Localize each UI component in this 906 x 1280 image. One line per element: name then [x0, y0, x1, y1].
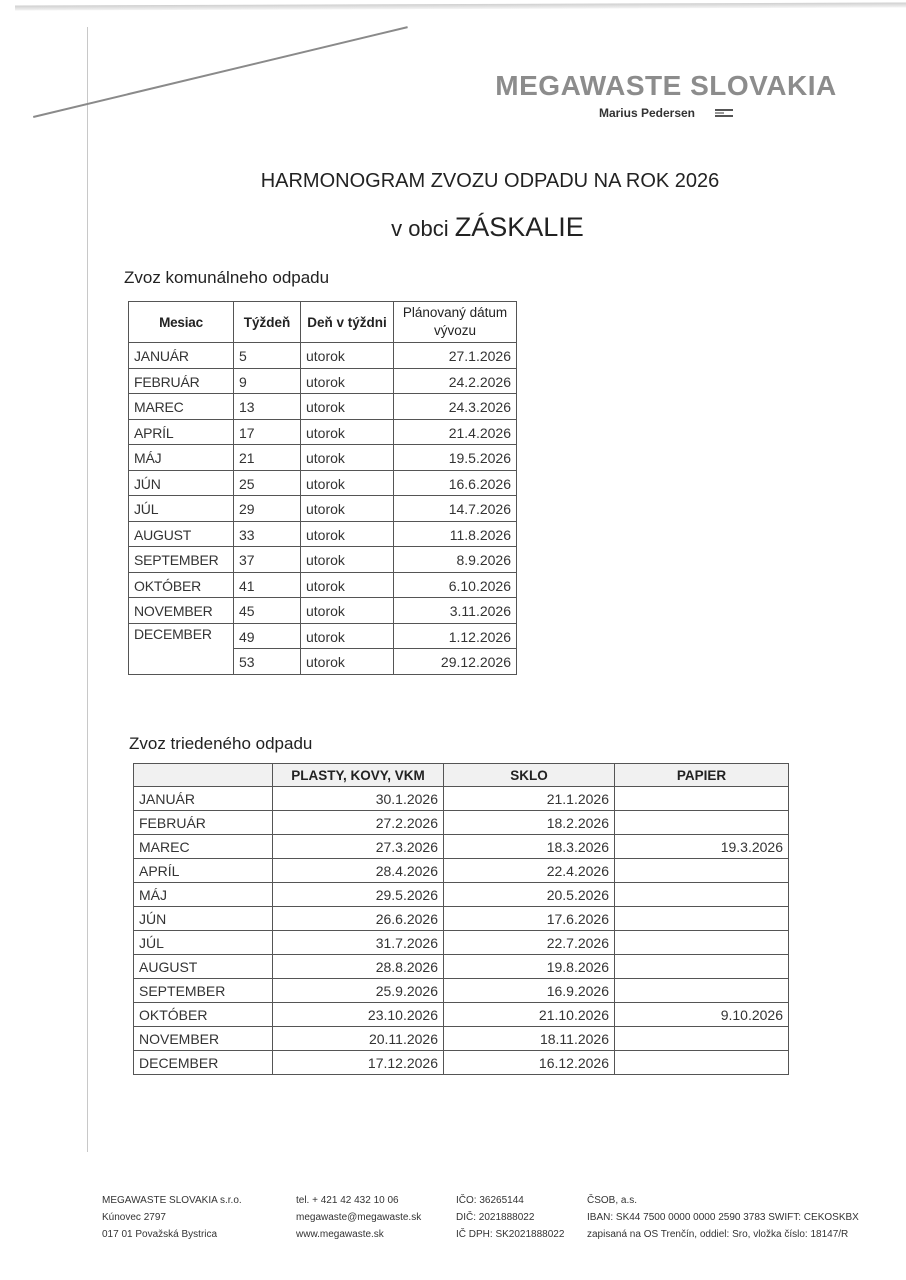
glass-date-cell: 18.11.2026 [444, 1027, 615, 1051]
document-title: HARMONOGRAM ZVOZU ODPADU NA ROK 2026 [260, 170, 720, 192]
date-cell: 16.6.2026 [394, 470, 517, 496]
month-cell: JÚL [129, 496, 234, 522]
column-header-paper: PAPIER [615, 764, 789, 787]
week-cell: 29 [234, 496, 301, 522]
month-cell: MAREC [129, 394, 234, 420]
week-cell: 13 [234, 394, 301, 420]
table-row [134, 931, 789, 955]
glass-date-cell: 20.5.2026 [444, 883, 615, 907]
day-cell: utorok [301, 572, 394, 598]
footer-phone: tel. + 421 42 432 10 06 [296, 1195, 399, 1206]
day-cell: utorok [301, 496, 394, 522]
letterhead-diagonal-line [33, 26, 408, 117]
communal-waste-table [128, 301, 517, 675]
subtitle-prefix: v obci [391, 216, 449, 241]
week-cell: 49 [234, 623, 301, 649]
paper-date-cell [615, 1051, 789, 1075]
month-cell: MÁJ [134, 883, 273, 907]
table-row [134, 1027, 789, 1051]
glass-date-cell: 22.7.2026 [444, 931, 615, 955]
footer-street: Kúnovec 2797 [102, 1212, 166, 1223]
company-name: MEGAWASTE SLOVAKIA [495, 70, 837, 101]
month-cell: SEPTEMBER [134, 979, 273, 1003]
table-row [129, 445, 517, 471]
sorted-section-title: Zvoz triedeného odpadu [129, 734, 313, 753]
glass-date-cell: 22.4.2026 [444, 859, 615, 883]
day-cell: utorok [301, 445, 394, 471]
table-row [129, 470, 517, 496]
month-cell: SEPTEMBER [129, 547, 234, 573]
footer-email-link[interactable]: megawaste@megawaste.sk [296, 1212, 422, 1223]
table-row [129, 547, 517, 573]
plastics-date-cell: 23.10.2026 [273, 1003, 444, 1027]
paper-date-cell: 19.3.2026 [615, 835, 789, 859]
date-cell: 21.4.2026 [394, 419, 517, 445]
paper-date-cell [615, 907, 789, 931]
footer-city: 017 01 Považská Bystrica [102, 1229, 218, 1240]
date-cell: 11.8.2026 [394, 521, 517, 547]
flag-icon [715, 109, 733, 117]
municipality-name: ZÁSKALIE [454, 212, 584, 242]
glass-date-cell: 16.12.2026 [444, 1051, 615, 1075]
glass-date-cell: 17.6.2026 [444, 907, 615, 931]
document-subtitle [0, 212, 906, 243]
day-cell: utorok [301, 368, 394, 394]
footer-contact [296, 1192, 421, 1243]
paper-date-cell [615, 931, 789, 955]
table-row [129, 623, 517, 649]
table-row [134, 883, 789, 907]
week-cell: 9 [234, 368, 301, 394]
week-cell: 17 [234, 419, 301, 445]
date-cell: 24.3.2026 [394, 394, 517, 420]
month-cell: NOVEMBER [134, 1027, 273, 1051]
company-logo [481, 70, 851, 120]
footer-bank-name: ČSOB, a.s. [587, 1195, 638, 1206]
sorted-waste-table [133, 763, 789, 1075]
table-row [129, 368, 517, 394]
footer-registration: zapisaná na OS Trenčín, oddiel: Sro, vložka číslo: 18147/R [587, 1229, 849, 1240]
footer-address [102, 1192, 242, 1243]
subbrand-name: Marius Pedersen [598, 106, 696, 120]
day-cell: utorok [301, 649, 394, 675]
month-cell: FEBRUÁR [134, 811, 273, 835]
week-cell: 41 [234, 572, 301, 598]
table-row [134, 859, 789, 883]
column-header-month: Mesiac [129, 302, 234, 343]
footer-ids [456, 1192, 564, 1243]
month-cell: OKTÓBER [134, 1003, 273, 1027]
month-cell: APRÍL [134, 859, 273, 883]
footer-icdph: IČ DPH: SK2021888022 [456, 1229, 565, 1240]
week-cell: 33 [234, 521, 301, 547]
plastics-date-cell: 30.1.2026 [273, 787, 444, 811]
plastics-date-cell: 25.9.2026 [273, 979, 444, 1003]
date-cell: 1.12.2026 [394, 623, 517, 649]
glass-date-cell: 21.10.2026 [444, 1003, 615, 1027]
month-cell: MAREC [134, 835, 273, 859]
paper-date-cell: 9.10.2026 [615, 1003, 789, 1027]
table-row [134, 907, 789, 931]
plastics-date-cell: 26.6.2026 [273, 907, 444, 931]
column-header-glass: SKLO [444, 764, 615, 787]
column-header-plastics: PLASTY, KOVY, VKM [273, 764, 444, 787]
table-row [134, 1051, 789, 1075]
date-cell: 3.11.2026 [394, 598, 517, 624]
margin-line [87, 27, 88, 1152]
table-row [129, 572, 517, 598]
communal-section-title: Zvoz komunálneho odpadu [124, 268, 330, 287]
table-row [134, 1003, 789, 1027]
paper-date-cell [615, 811, 789, 835]
month-cell: JÚL [134, 931, 273, 955]
paper-date-cell [615, 955, 789, 979]
month-cell: FEBRUÁR [129, 368, 234, 394]
paper-date-cell [615, 979, 789, 1003]
table-row [134, 979, 789, 1003]
month-cell: MÁJ [129, 445, 234, 471]
day-cell: utorok [301, 470, 394, 496]
column-header-day: Deň v týždni [301, 302, 394, 343]
glass-date-cell: 21.1.2026 [444, 787, 615, 811]
day-cell: utorok [301, 521, 394, 547]
month-cell: JÚN [129, 470, 234, 496]
column-header-planned-date: Plánovaný dátum vývozu [394, 302, 517, 343]
table-header-row [134, 764, 789, 787]
date-cell: 19.5.2026 [394, 445, 517, 471]
week-cell: 21 [234, 445, 301, 471]
column-header-month [134, 764, 273, 787]
month-cell: JANUÁR [134, 787, 273, 811]
footer-ico: IČO: 36265144 [456, 1195, 524, 1206]
plastics-date-cell: 17.12.2026 [273, 1051, 444, 1075]
plastics-date-cell: 27.2.2026 [273, 811, 444, 835]
table-row [129, 419, 517, 445]
month-cell: AUGUST [129, 521, 234, 547]
date-cell: 6.10.2026 [394, 572, 517, 598]
day-cell: utorok [301, 547, 394, 573]
paper-date-cell [615, 859, 789, 883]
day-cell: utorok [301, 419, 394, 445]
day-cell: utorok [301, 598, 394, 624]
month-cell: APRÍL [129, 419, 234, 445]
plastics-date-cell: 20.11.2026 [273, 1027, 444, 1051]
week-cell: 5 [234, 343, 301, 369]
subbrand [481, 106, 851, 120]
day-cell: utorok [301, 343, 394, 369]
table-row [129, 496, 517, 522]
glass-date-cell: 18.3.2026 [444, 835, 615, 859]
footer-iban: IBAN: SK44 7500 0000 0000 2590 3783 SWIFT: CEKOSKBX [587, 1212, 859, 1223]
paper-date-cell [615, 883, 789, 907]
date-cell: 8.9.2026 [394, 547, 517, 573]
month-cell: AUGUST [134, 955, 273, 979]
table-row [129, 343, 517, 369]
month-cell: DECEMBER [134, 1051, 273, 1075]
glass-date-cell: 19.8.2026 [444, 955, 615, 979]
table-header-row [129, 302, 517, 343]
table-row [134, 811, 789, 835]
month-cell: NOVEMBER [129, 598, 234, 624]
glass-date-cell: 18.2.2026 [444, 811, 615, 835]
day-cell: utorok [301, 623, 394, 649]
footer-bank [587, 1192, 859, 1243]
table-row [134, 787, 789, 811]
plastics-date-cell: 27.3.2026 [273, 835, 444, 859]
date-cell: 24.2.2026 [394, 368, 517, 394]
table-row [134, 955, 789, 979]
date-cell: 29.12.2026 [394, 649, 517, 675]
footer-website-link[interactable]: www.megawaste.sk [296, 1229, 384, 1240]
table-row [129, 394, 517, 420]
week-cell: 45 [234, 598, 301, 624]
plastics-date-cell: 29.5.2026 [273, 883, 444, 907]
month-cell: JANUÁR [129, 343, 234, 369]
day-cell: utorok [301, 394, 394, 420]
paper-date-cell [615, 787, 789, 811]
table-row [129, 598, 517, 624]
paper-date-cell [615, 1027, 789, 1051]
glass-date-cell: 16.9.2026 [444, 979, 615, 1003]
footer-dic: DIČ: 2021888022 [456, 1212, 535, 1223]
footer-company: MEGAWASTE SLOVAKIA s.r.o. [102, 1195, 242, 1206]
table-row [129, 521, 517, 547]
plastics-date-cell: 31.7.2026 [273, 931, 444, 955]
week-cell: 53 [234, 649, 301, 675]
table-row [134, 835, 789, 859]
date-cell: 14.7.2026 [394, 496, 517, 522]
month-cell: OKTÓBER [129, 572, 234, 598]
plastics-date-cell: 28.4.2026 [273, 859, 444, 883]
column-header-week: Týždeň [234, 302, 301, 343]
week-cell: 37 [234, 547, 301, 573]
month-cell: DECEMBER [129, 623, 234, 674]
scan-edge-shadow [15, 2, 906, 10]
month-cell: JÚN [134, 907, 273, 931]
date-cell: 27.1.2026 [394, 343, 517, 369]
week-cell: 25 [234, 470, 301, 496]
plastics-date-cell: 28.8.2026 [273, 955, 444, 979]
